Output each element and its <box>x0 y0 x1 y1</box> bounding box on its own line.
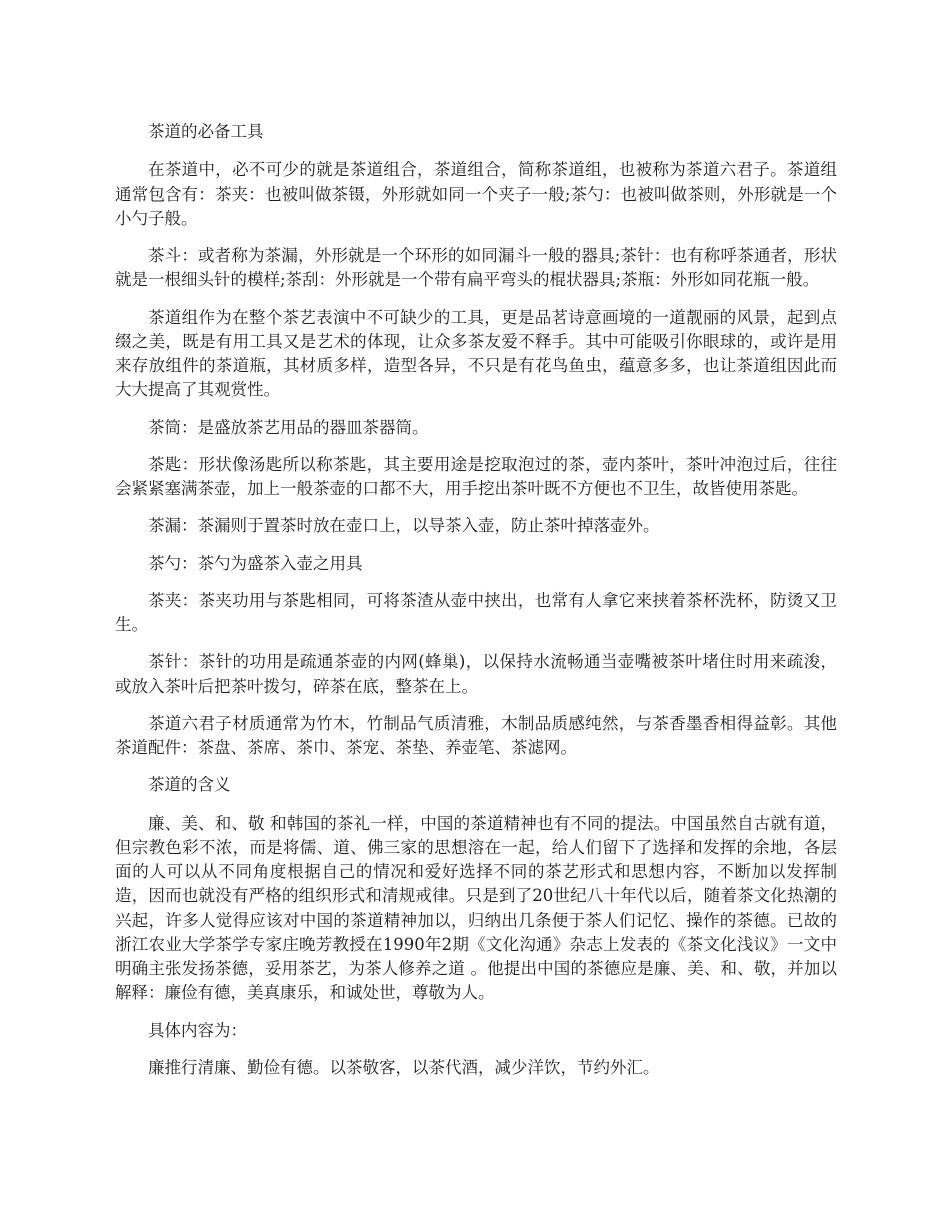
paragraph-tea-tongs: 茶夹：茶夹功用与茶匙相同，可将茶渣从壶中挟出，也常有人拿它来挟着茶杯洗杯，防烫又卫生。 <box>115 590 837 634</box>
section-heading-meaning: 茶道的含义 <box>148 775 231 795</box>
paragraph-tea-tube: 茶筒：是盛放茶艺用品的器皿茶器筒。 <box>148 417 429 437</box>
paragraph-tea-spirit: 廉、美、和、敬 和韩国的茶礼一样，中国的茶道精神也有不同的提法。中国虽然自古就有道，但宗教色彩不浓，而是将儒、道、佛三家的思想溶在一起，给人们留下了选择和发挥的余地，各层面的人可以从不同角度根据自己的情况和爱好选择不同的茶艺形式和思想内容，不断加以发挥制造，因而也就没有严格的组织形式和清规戒律。只是到了20世纪八十年代以后，随着茶文化热潮的兴起，许多人觉得应该对中国的茶道精神加以，归纳出几条便于茶人们记忆、操作的茶德。已故的浙江农业大学茶学专家庄晚芳教授在1990年2期《文化沟通》杂志上发表的《茶文化浅议》一文中明确主张发扬茶德，妥用茶艺，为茶人修养之道 。他提出中国的茶德应是廉、美、和、敬，并加以解释：廉俭有德，美真康乐，和诚处世，尊敬为人。 <box>115 813 837 1003</box>
paragraph-tea-set-value: 茶道组作为在整个茶艺表演中不可缺少的工具，更是品茗诗意画境的一道靓丽的风景，起到点缀之美，既是有用工具又是艺术的体现，让众多茶友爱不释手。其中可能吸引你眼球的，或许是用来存放组件的茶道瓶，其材质多样，造型各异，不只是有花鸟鱼虫，蕴意多多，也让茶道组因此而大大提高了其观赏性。 <box>115 307 837 400</box>
paragraph-tea-needle: 茶针：茶针的功用是疏通茶壶的内网(蜂巢)，以保持水流畅通当壶嘴被茶叶堵住时用来疏浚，或放入茶叶后把茶叶拨匀，碎茶在底，整茶在上。 <box>115 652 837 696</box>
paragraph-integrity: 廉推行清廉、勤俭有德。以茶敬客，以茶代酒，减少洋饮，节约外汇。 <box>148 1057 660 1077</box>
section-heading-tools: 茶道的必备工具 <box>148 122 264 141</box>
paragraph-tea-set-material: 茶道六君子材质通常为竹木，竹制品气质清雅，木制品质感纯然，与茶香墨香相得益彰。其他茶道配件：茶盘、茶席、茶巾、茶宠、茶垫、养壶笔、茶滤网。 <box>115 713 837 757</box>
paragraph-tea-funnel-needle: 茶斗：或者称为茶漏，外形就是一个环形的如同漏斗一般的器具;茶针：也有称呼茶通者，形状就是一根细头针的模样;茶刮：外形就是一个带有扁平弯头的棍状器具;茶瓶：外形如同花瓶一般。 <box>115 246 837 290</box>
document-page <box>115 120 837 1093</box>
paragraph-details-intro: 具体内容为： <box>148 1020 247 1040</box>
paragraph-tea-set-intro: 在茶道中，必不可少的就是茶道组合，茶道组合，简称茶道组，也被称为茶道六君子。茶道组通常包含有：茶夹：也被叫做茶镊，外形就如同一个夹子一般;茶勺：也被叫做茶则，外形就是一个小勺子般。 <box>115 160 837 228</box>
paragraph-tea-ladle: 茶勺：茶勺为盛茶入壶之用具 <box>148 553 363 573</box>
paragraph-tea-funnel: 茶漏：茶漏则于置茶时放在壶口上，以导茶入壶，防止茶叶掉落壶外。 <box>148 516 660 536</box>
paragraph-tea-spoon-scoop: 茶匙：形状像汤匙所以称茶匙，其主要用途是挖取泡过的茶，壶内茶叶，茶叶冲泡过后，往往会紧紧塞满茶壶，加上一般茶壶的口都不大，用手挖出茶叶既不方便也不卫生，故皆使用茶匙。 <box>115 454 837 498</box>
